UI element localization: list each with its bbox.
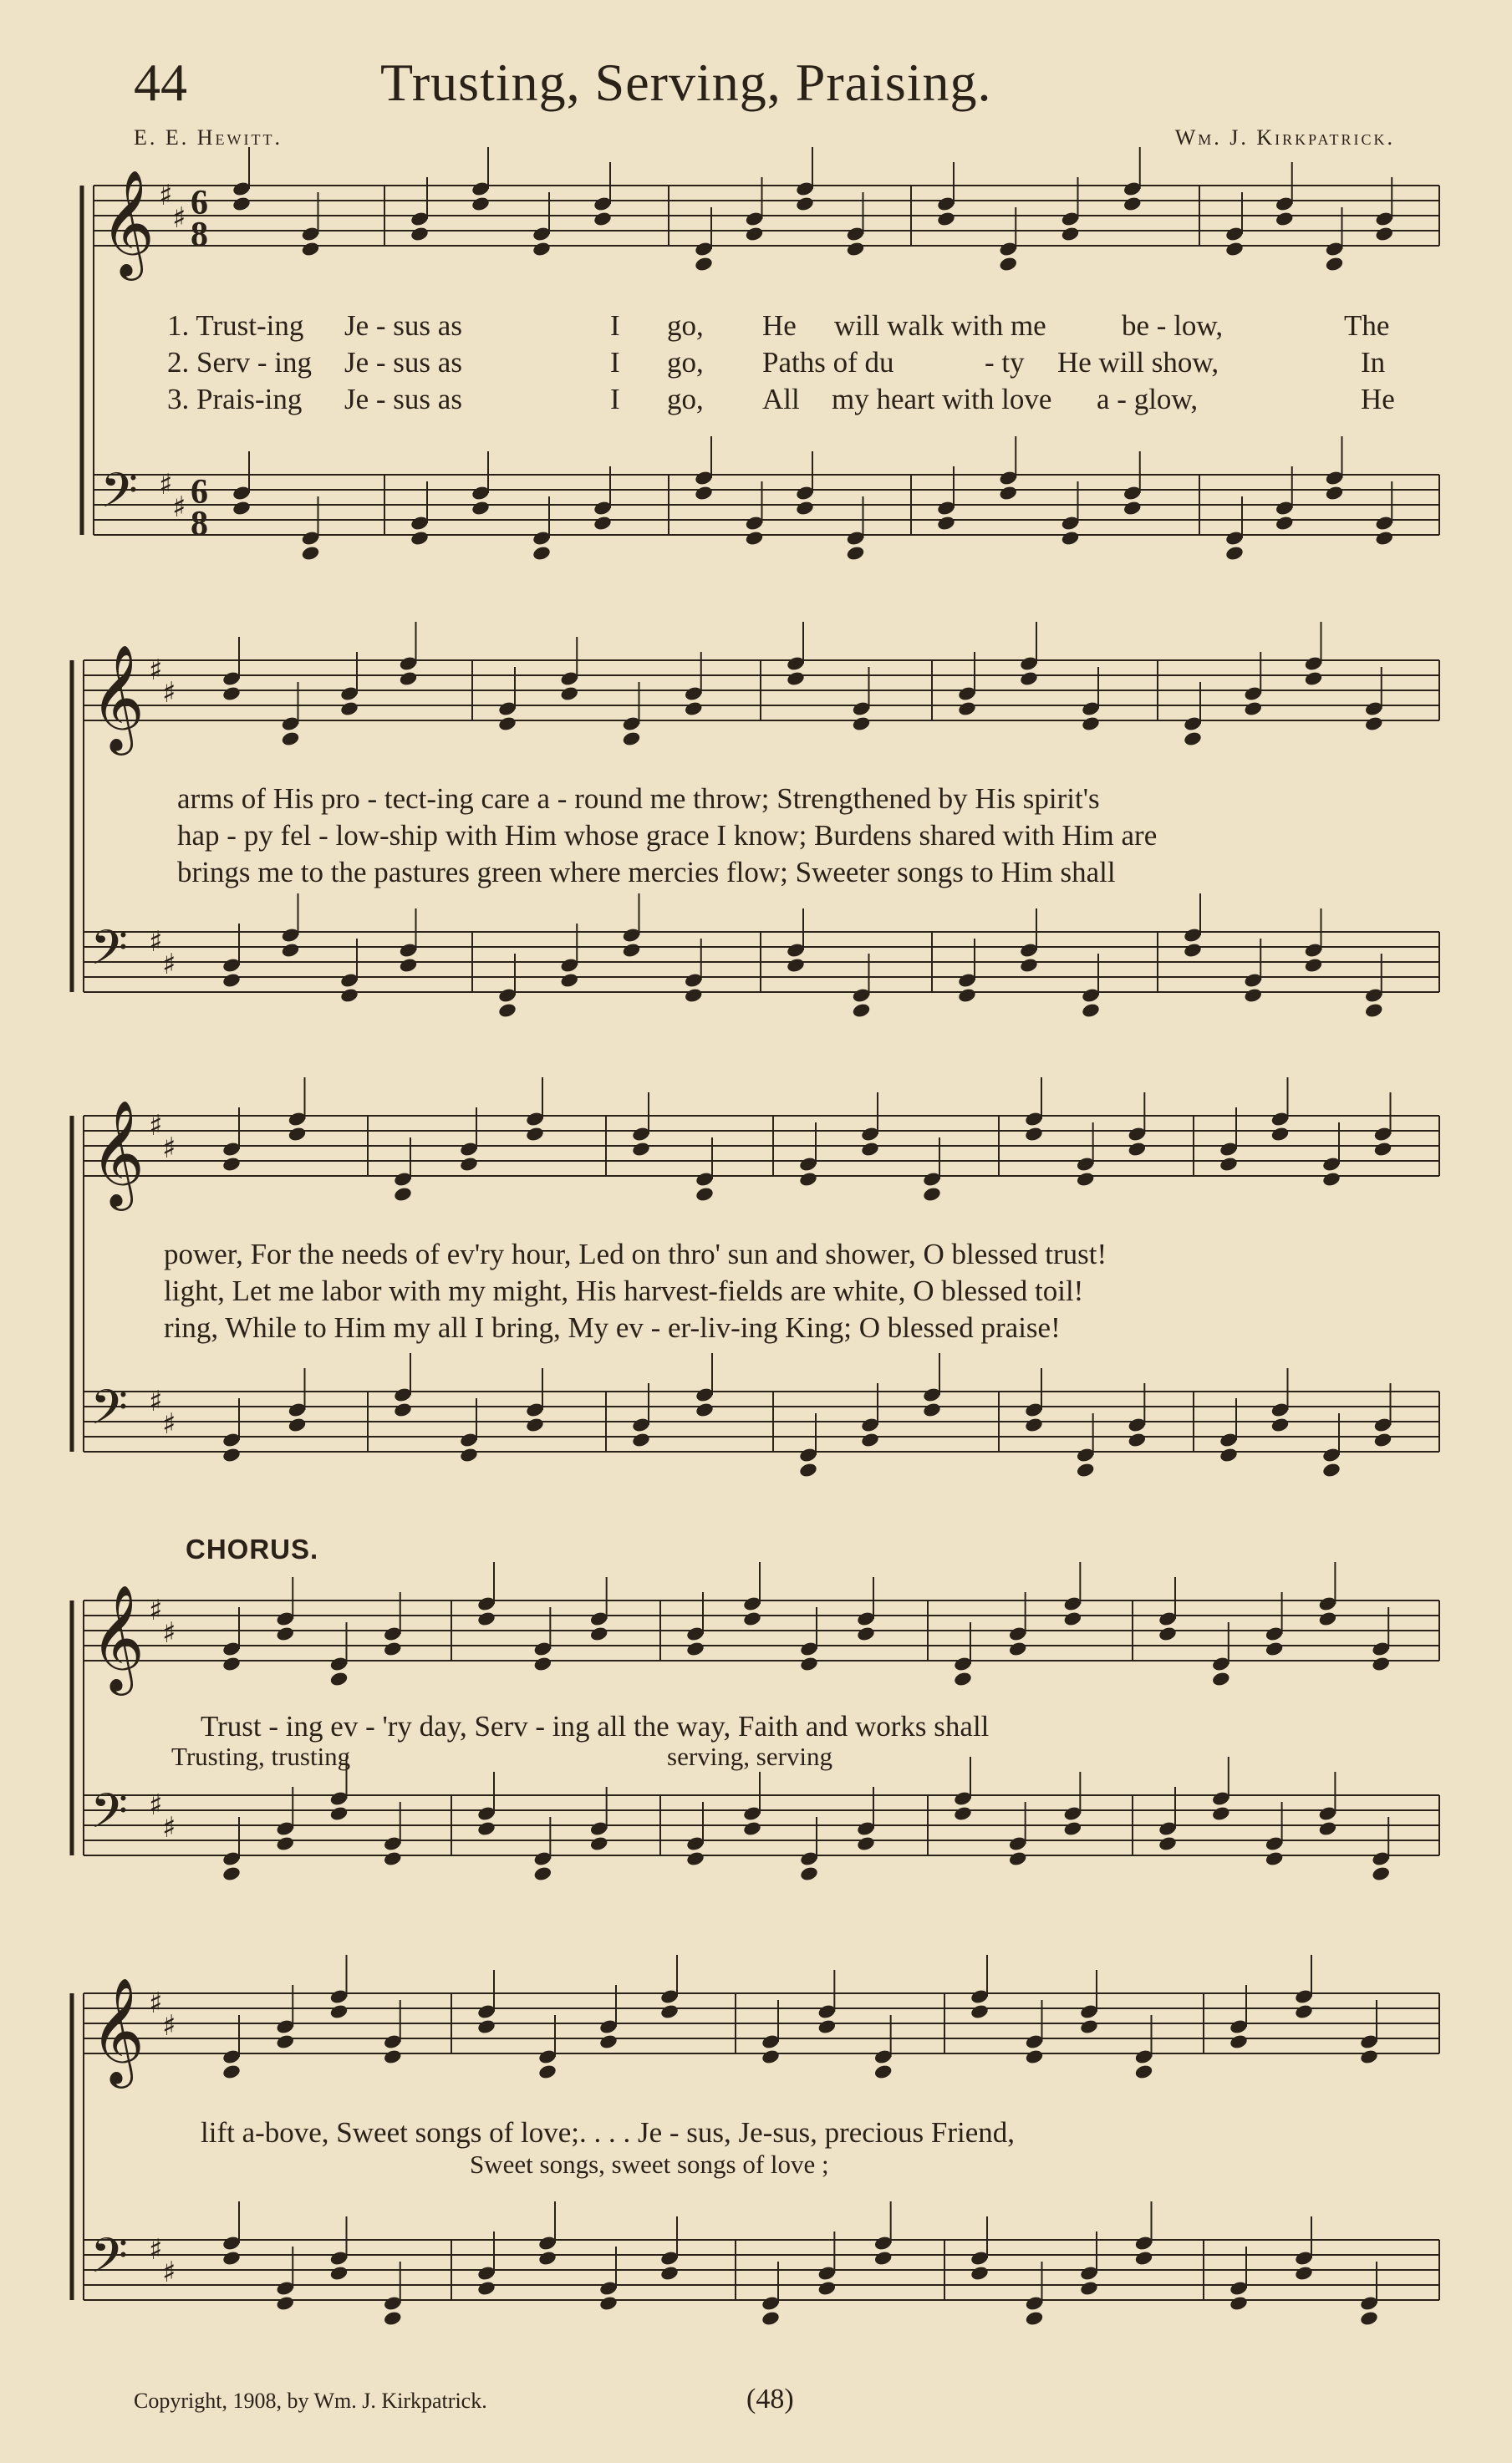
notehead xyxy=(497,715,517,732)
sharp-icon: ♯ xyxy=(162,1810,176,1845)
notehead xyxy=(221,685,242,702)
notehead xyxy=(761,2048,781,2065)
notehead xyxy=(684,987,704,1004)
notehead xyxy=(856,1626,876,1642)
notehead xyxy=(1128,1141,1148,1158)
notehead xyxy=(1211,1671,1231,1687)
notehead xyxy=(1079,2018,1099,2035)
notehead xyxy=(1224,241,1245,257)
notehead xyxy=(1373,1141,1393,1158)
notehead xyxy=(1373,1432,1393,1448)
lyric-fragment: He xyxy=(1361,383,1395,415)
notehead xyxy=(1359,2048,1379,2065)
notehead xyxy=(998,485,1018,501)
hymn-title: Trusting, Serving, Praising. xyxy=(380,53,992,112)
notehead xyxy=(1321,1171,1341,1188)
notehead xyxy=(525,1126,545,1142)
notehead xyxy=(459,1447,479,1463)
notehead xyxy=(329,2265,349,2282)
lyric-fragment: Je - sus as xyxy=(344,309,462,342)
notehead xyxy=(281,942,301,959)
treble-clef-icon: 𝄞 xyxy=(90,1977,145,2084)
notehead xyxy=(221,2250,242,2267)
notehead xyxy=(695,1186,715,1203)
notehead xyxy=(1128,1432,1148,1448)
notehead xyxy=(537,2064,557,2080)
verse-1-line: arms of His pro - tect-ing care a - round me throw; Strengthened by His spirit's xyxy=(177,782,1100,815)
notehead xyxy=(1229,2033,1249,2050)
notehead xyxy=(1318,1820,1338,1837)
author-credit: E. E. Hewitt. xyxy=(134,125,283,150)
notehead xyxy=(281,730,301,747)
notehead xyxy=(1019,670,1039,687)
notehead xyxy=(1183,942,1203,959)
notehead xyxy=(1008,1641,1028,1657)
bass-clef-icon: 𝄢 xyxy=(90,2227,129,2296)
notehead xyxy=(795,500,815,517)
sharp-icon: ♯ xyxy=(162,2255,176,2289)
notehead xyxy=(1325,256,1345,272)
notehead xyxy=(1374,226,1394,242)
notehead xyxy=(817,2280,837,2297)
notehead xyxy=(742,1611,762,1627)
notehead xyxy=(383,2310,403,2327)
notehead xyxy=(532,545,552,562)
lyric-fragment: I xyxy=(610,383,620,415)
notehead xyxy=(1318,1611,1338,1627)
notehead xyxy=(410,226,430,242)
notehead xyxy=(694,256,714,272)
notehead xyxy=(476,2018,496,2035)
notehead xyxy=(695,1402,715,1418)
lyric-fragment: Je - sus as xyxy=(344,346,462,379)
notehead xyxy=(1158,1835,1178,1852)
time-signature: 6 xyxy=(191,473,208,511)
notehead xyxy=(476,1611,496,1627)
lyric-fragment: I xyxy=(610,346,620,379)
notehead xyxy=(799,1656,819,1672)
notehead xyxy=(399,957,419,974)
notehead xyxy=(856,1835,876,1852)
notehead xyxy=(1265,1850,1285,1867)
notehead xyxy=(1019,957,1039,974)
bass-clef-icon: 𝄢 xyxy=(90,1379,129,1448)
notehead xyxy=(852,715,872,732)
notehead xyxy=(301,545,321,562)
notehead xyxy=(742,1820,762,1837)
notehead xyxy=(1243,700,1263,717)
notehead xyxy=(799,1865,819,1882)
notehead xyxy=(1219,1156,1239,1173)
notehead xyxy=(745,226,765,242)
notehead xyxy=(953,1671,973,1687)
notehead xyxy=(593,515,613,532)
notehead xyxy=(1134,2250,1154,2267)
notehead xyxy=(410,530,430,547)
notehead xyxy=(221,1656,242,1672)
verse-3-line: ring, While to Him my all I bring, My ev - er-liv-ing King; O blessed praise! xyxy=(164,1311,1061,1344)
notehead xyxy=(232,196,252,212)
notehead xyxy=(786,670,806,687)
notehead xyxy=(532,241,552,257)
lyric-fragment: go, xyxy=(667,346,704,379)
sharp-icon: ♯ xyxy=(149,1108,163,1142)
sharp-icon: ♯ xyxy=(149,1788,163,1822)
lyric-fragment: He will show, xyxy=(1057,346,1219,379)
sharp-icon: ♯ xyxy=(159,178,173,212)
notehead xyxy=(476,1820,496,1837)
sharp-icon: ♯ xyxy=(149,924,163,959)
lyric-fragment: 2. Serv - ing xyxy=(167,346,313,379)
notehead xyxy=(659,2003,680,2020)
notehead xyxy=(761,2310,781,2327)
time-signature: 6 xyxy=(191,184,208,222)
notehead xyxy=(329,1805,349,1822)
notehead xyxy=(817,2018,837,2035)
notehead xyxy=(221,972,242,989)
notehead xyxy=(533,1865,553,1882)
notehead xyxy=(873,2064,893,2080)
notehead xyxy=(383,1850,403,1867)
notehead xyxy=(1081,715,1101,732)
lyric-fragment: will walk with me xyxy=(834,309,1046,342)
lyric-fragment: go, xyxy=(667,309,704,342)
notehead xyxy=(786,957,806,974)
notehead xyxy=(1024,1126,1044,1142)
notehead xyxy=(860,1141,880,1158)
notehead xyxy=(953,1805,973,1822)
notehead xyxy=(1063,1820,1083,1837)
notehead xyxy=(798,1462,818,1478)
notehead xyxy=(685,1850,705,1867)
notehead xyxy=(393,1402,413,1418)
lyric-fragment: 3. Prais-ing xyxy=(167,383,303,415)
chorus-echo: serving, serving xyxy=(667,1742,833,1771)
notehead xyxy=(846,545,866,562)
notehead xyxy=(970,2265,990,2282)
notehead xyxy=(1211,1805,1231,1822)
lyric-fragment: All xyxy=(762,383,800,415)
notehead xyxy=(393,1186,413,1203)
notehead xyxy=(1123,500,1143,517)
notehead xyxy=(922,1186,942,1203)
notehead xyxy=(631,1141,651,1158)
notehead xyxy=(798,1171,818,1188)
sharp-icon: ♯ xyxy=(172,201,186,235)
notehead xyxy=(852,1002,872,1019)
treble-clef-icon: 𝄞 xyxy=(90,644,145,751)
lyric-fragment: a - glow, xyxy=(1097,383,1199,415)
notehead xyxy=(922,1402,942,1418)
notehead xyxy=(622,730,642,747)
notehead xyxy=(1371,1865,1391,1882)
notehead xyxy=(221,1447,242,1463)
notehead xyxy=(598,2033,619,2050)
notehead xyxy=(1371,1656,1391,1672)
notehead xyxy=(860,1432,880,1448)
notehead xyxy=(1304,957,1324,974)
notehead xyxy=(598,2295,619,2312)
lyric-fragment: The xyxy=(1344,309,1390,342)
notehead xyxy=(275,2295,295,2312)
notehead xyxy=(329,1671,349,1687)
treble-clef-icon: 𝄞 xyxy=(100,169,155,276)
notehead xyxy=(593,211,613,227)
notehead xyxy=(1024,1417,1044,1433)
page-number: (48) xyxy=(746,2384,794,2415)
notehead xyxy=(745,530,765,547)
notehead xyxy=(1183,730,1203,747)
notehead xyxy=(957,700,977,717)
notehead xyxy=(684,700,704,717)
bass-clef-icon: 𝄢 xyxy=(100,462,139,531)
notehead xyxy=(795,196,815,212)
chorus-line: lift a-bove, Sweet songs of love;. . . . Je - sus, Je-sus, precious Friend, xyxy=(201,2116,1016,2149)
notehead xyxy=(589,1626,609,1642)
notehead xyxy=(399,670,419,687)
notehead xyxy=(339,987,359,1004)
notehead xyxy=(1079,2280,1099,2297)
notehead xyxy=(1270,1126,1291,1142)
notehead xyxy=(301,241,321,257)
sharp-icon: ♯ xyxy=(149,2232,163,2267)
treble-clef-icon: 𝄞 xyxy=(90,1584,145,1691)
verse-2-line: light, Let me labor with my might, His harvest-fields are white, O blessed toil! xyxy=(164,1275,1084,1307)
notehead xyxy=(1374,530,1394,547)
notehead xyxy=(998,256,1018,272)
notehead xyxy=(1364,1002,1384,1019)
notehead xyxy=(275,2033,295,2050)
sharp-icon: ♯ xyxy=(149,1986,163,2020)
notehead xyxy=(537,2250,557,2267)
notehead xyxy=(631,1432,651,1448)
notehead xyxy=(471,196,491,212)
notehead xyxy=(659,2265,680,2282)
notehead xyxy=(1275,515,1295,532)
chorus-echo: Sweet songs, sweet songs of love ; xyxy=(470,2150,829,2179)
notehead xyxy=(288,1126,308,1142)
sharp-icon: ♯ xyxy=(162,1131,176,1165)
notehead xyxy=(559,972,579,989)
notehead xyxy=(533,1656,553,1672)
notehead xyxy=(685,1641,705,1657)
notehead xyxy=(1076,1171,1096,1188)
notehead xyxy=(1325,485,1345,501)
lyric-fragment: Paths of du xyxy=(762,346,894,379)
lyric-fragment: be - low, xyxy=(1122,309,1224,342)
sharp-icon: ♯ xyxy=(149,653,163,687)
notehead xyxy=(1224,545,1245,562)
notehead xyxy=(232,500,252,517)
chorus-line: Trust - ing ev - 'ry day, Serv - ing all the way, Faith and works shall xyxy=(201,1710,990,1743)
notehead xyxy=(1076,1462,1096,1478)
notehead xyxy=(589,1835,609,1852)
notehead xyxy=(383,2048,403,2065)
lyric-fragment: Je - sus as xyxy=(344,383,462,415)
notehead xyxy=(221,2064,242,2080)
hymn-number: 44 xyxy=(134,53,187,112)
chorus-label: CHORUS. xyxy=(186,1534,319,1565)
notehead xyxy=(846,241,866,257)
notehead xyxy=(339,700,359,717)
notehead xyxy=(936,515,956,532)
notehead xyxy=(873,2250,893,2267)
sharp-icon: ♯ xyxy=(162,947,176,981)
notehead xyxy=(1063,1611,1083,1627)
notehead xyxy=(1364,715,1384,732)
notehead xyxy=(221,1865,242,1882)
notehead xyxy=(1304,670,1324,687)
notehead xyxy=(275,1626,295,1642)
verse-2-line: hap - py fel - low-ship with Him whose grace I know; Burdens shared with Him are xyxy=(177,819,1158,852)
lyric-fragment: 1. Trust-ing xyxy=(167,309,304,342)
notehead xyxy=(1158,1626,1178,1642)
notehead xyxy=(694,485,714,501)
notehead xyxy=(559,685,579,702)
notehead xyxy=(221,1156,242,1173)
lyric-fragment: In xyxy=(1361,346,1386,379)
sharp-icon: ♯ xyxy=(162,1616,176,1650)
notehead xyxy=(383,1641,403,1657)
notehead xyxy=(622,942,642,959)
notehead xyxy=(1008,1850,1028,1867)
notehead xyxy=(1081,1002,1101,1019)
copyright-notice: Copyright, 1908, by Wm. J. Kirkpatrick. xyxy=(134,2389,487,2413)
time-signature: 8 xyxy=(191,505,208,543)
notehead xyxy=(288,1417,308,1433)
notehead xyxy=(970,2003,990,2020)
bass-clef-icon: 𝄢 xyxy=(90,1783,129,1851)
notehead xyxy=(497,1002,517,1019)
notehead xyxy=(1294,2003,1314,2020)
notehead xyxy=(525,1417,545,1433)
notehead xyxy=(936,211,956,227)
treble-clef-icon: 𝄞 xyxy=(90,1099,145,1206)
notehead xyxy=(471,500,491,517)
sharp-icon: ♯ xyxy=(162,1407,176,1441)
notehead xyxy=(1294,2265,1314,2282)
lyric-fragment: go, xyxy=(667,383,704,415)
composer-credit: Wm. J. Kirkpatrick. xyxy=(1174,125,1395,150)
sharp-icon: ♯ xyxy=(149,1384,163,1418)
notehead xyxy=(957,987,977,1004)
notehead xyxy=(1229,2295,1249,2312)
notehead xyxy=(1134,2064,1154,2080)
notehead xyxy=(329,2003,349,2020)
notehead xyxy=(1275,211,1295,227)
lyric-fragment: I xyxy=(610,309,620,342)
notehead xyxy=(1359,2310,1379,2327)
notehead xyxy=(1243,987,1263,1004)
notehead xyxy=(1321,1462,1341,1478)
sharp-icon: ♯ xyxy=(172,490,186,524)
sharp-icon: ♯ xyxy=(162,675,176,710)
verse-1-line: power, For the needs of ev'ry hour, Led on thro' sun and shower, O blessed trust! xyxy=(164,1238,1107,1270)
sharp-icon: ♯ xyxy=(162,2008,176,2043)
notehead xyxy=(1123,196,1143,212)
notehead xyxy=(1061,226,1081,242)
notehead xyxy=(1061,530,1081,547)
lyric-fragment: He xyxy=(762,309,797,342)
notehead xyxy=(1270,1417,1291,1433)
lyric-fragment: my heart with love xyxy=(832,383,1052,415)
notehead xyxy=(1025,2310,1045,2327)
verse-3-line: brings me to the pastures green where mercies flow; Sweeter songs to Him shall xyxy=(177,856,1116,888)
sharp-icon: ♯ xyxy=(159,467,173,501)
notehead xyxy=(275,1835,295,1852)
notehead xyxy=(1219,1447,1239,1463)
notehead xyxy=(1265,1641,1285,1657)
bass-clef-icon: 𝄢 xyxy=(90,919,129,988)
notehead xyxy=(459,1156,479,1173)
lyric-fragment: - ty xyxy=(985,346,1025,379)
notehead xyxy=(476,2280,496,2297)
sharp-icon: ♯ xyxy=(149,1593,163,1627)
chorus-echo: Trusting, trusting xyxy=(171,1742,351,1771)
time-signature: 8 xyxy=(191,216,208,254)
notehead xyxy=(1025,2048,1045,2065)
